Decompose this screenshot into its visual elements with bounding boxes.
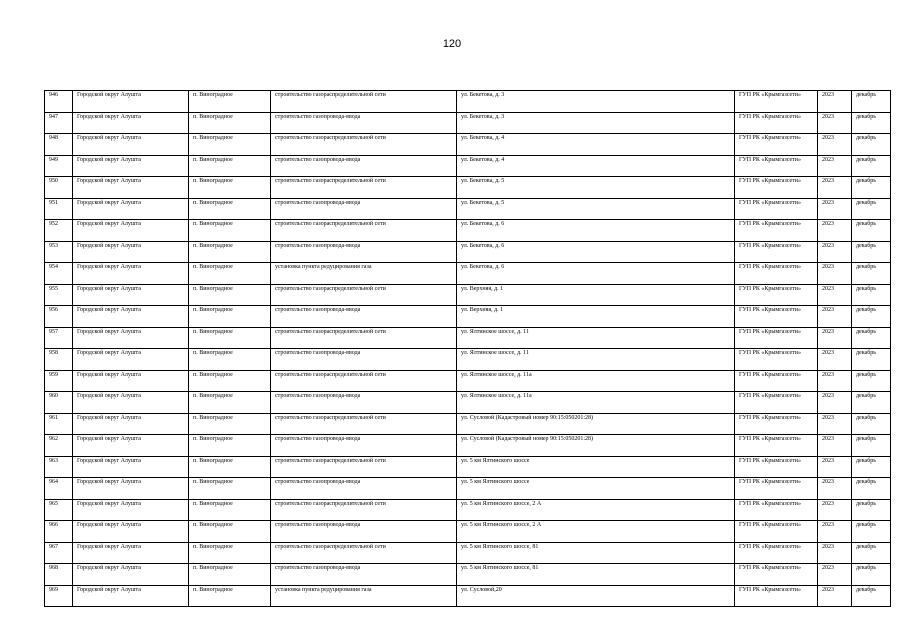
month-cell: декабрь [852, 241, 891, 263]
organization-cell: ГУП РК «Крымгазсети» [735, 435, 818, 457]
settlement-cell: п. Виноградное [189, 521, 271, 543]
year-cell: 2023 [818, 478, 852, 500]
district-cell: Городской округ Алушта [73, 284, 189, 306]
organization-cell: ГУП РК «Крымгазсети» [735, 91, 818, 113]
work-type-cell: строительство газораспределительной сети [271, 456, 457, 478]
district-cell: Городской округ Алушта [73, 413, 189, 435]
settlement-cell: п. Виноградное [189, 306, 271, 328]
organization-cell: ГУП РК «Крымгазсети» [735, 585, 818, 607]
row-number-cell: 962 [45, 435, 73, 457]
district-cell: Городской округ Алушта [73, 542, 189, 564]
table-row [45, 456, 891, 478]
settlement-cell: п. Виноградное [189, 155, 271, 177]
district-cell: Городской округ Алушта [73, 91, 189, 113]
address-cell: ул. Сусловой (Кадастровый номер 90:15:050201:28) [457, 413, 735, 435]
year-cell: 2023 [818, 327, 852, 349]
page-number: 120 [442, 38, 462, 50]
row-number-cell: 968 [45, 564, 73, 586]
month-cell: декабрь [852, 155, 891, 177]
year-cell: 2023 [818, 198, 852, 220]
address-cell: ул. Бекетова, д. 4 [457, 155, 735, 177]
table-row [45, 263, 891, 285]
month-cell: декабрь [852, 435, 891, 457]
work-type-cell: строительство газопровода-ввода [271, 521, 457, 543]
district-cell: Городской округ Алушта [73, 521, 189, 543]
work-type-cell: строительство газораспределительной сети [271, 134, 457, 156]
settlement-cell: п. Виноградное [189, 585, 271, 607]
district-cell: Городской округ Алушта [73, 220, 189, 242]
settlement-cell: п. Виноградное [189, 112, 271, 134]
month-cell: декабрь [852, 263, 891, 285]
month-cell: декабрь [852, 91, 891, 113]
year-cell: 2023 [818, 263, 852, 285]
organization-cell: ГУП РК «Крымгазсети» [735, 392, 818, 414]
year-cell: 2023 [818, 241, 852, 263]
district-cell: Городской округ Алушта [73, 499, 189, 521]
settlement-cell: п. Виноградное [189, 284, 271, 306]
district-cell: Городской округ Алушта [73, 564, 189, 586]
month-cell: декабрь [852, 564, 891, 586]
district-cell: Городской округ Алушта [73, 435, 189, 457]
month-cell: декабрь [852, 134, 891, 156]
work-type-cell: строительство газораспределительной сети [271, 370, 457, 392]
settlement-cell: п. Виноградное [189, 177, 271, 199]
year-cell: 2023 [818, 112, 852, 134]
month-cell: декабрь [852, 327, 891, 349]
work-type-cell: строительство газопровода-ввода [271, 155, 457, 177]
organization-cell: ГУП РК «Крымгазсети» [735, 521, 818, 543]
address-cell: ул. 5 км Ялтинского шоссе [457, 456, 735, 478]
district-cell: Городской округ Алушта [73, 134, 189, 156]
table-row [45, 564, 891, 586]
month-cell: декабрь [852, 284, 891, 306]
address-cell: ул. Ялтинское шоссе, д. 11 [457, 349, 735, 371]
organization-cell: ГУП РК «Крымгазсети» [735, 370, 818, 392]
address-cell: ул. Ялтинское шоссе, д. 11 [457, 327, 735, 349]
table-row [45, 91, 891, 113]
settlement-cell: п. Виноградное [189, 241, 271, 263]
year-cell: 2023 [818, 155, 852, 177]
work-type-cell: строительство газораспределительной сети [271, 499, 457, 521]
district-cell: Городской округ Алушта [73, 263, 189, 285]
row-number-cell: 956 [45, 306, 73, 328]
row-number-cell: 946 [45, 91, 73, 113]
organization-cell: ГУП РК «Крымгазсети» [735, 155, 818, 177]
work-type-cell: строительство газопровода-ввода [271, 564, 457, 586]
table-row [45, 542, 891, 564]
table-row [45, 435, 891, 457]
work-type-cell: строительство газопровода-ввода [271, 392, 457, 414]
table-row [45, 134, 891, 156]
row-number-cell: 948 [45, 134, 73, 156]
month-cell: декабрь [852, 177, 891, 199]
address-cell: ул. Сусловой,20 [457, 585, 735, 607]
organization-cell: ГУП РК «Крымгазсети» [735, 456, 818, 478]
month-cell: декабрь [852, 542, 891, 564]
address-cell: ул. Бекетова, д. 5 [457, 177, 735, 199]
year-cell: 2023 [818, 499, 852, 521]
row-number-cell: 949 [45, 155, 73, 177]
table-row [45, 284, 891, 306]
table-row [45, 370, 891, 392]
table-row [45, 349, 891, 371]
year-cell: 2023 [818, 177, 852, 199]
row-number-cell: 964 [45, 478, 73, 500]
address-cell: ул. Ялтинское шоссе, д. 11а [457, 370, 735, 392]
work-type-cell: строительство газопровода-ввода [271, 198, 457, 220]
month-cell: декабрь [852, 306, 891, 328]
work-type-cell: строительство газораспределительной сети [271, 542, 457, 564]
organization-cell: ГУП РК «Крымгазсети» [735, 198, 818, 220]
table-row [45, 177, 891, 199]
address-cell: ул. Бекетова, д. 6 [457, 241, 735, 263]
district-cell: Городской округ Алушта [73, 327, 189, 349]
organization-cell: ГУП РК «Крымгазсети» [735, 478, 818, 500]
district-cell: Городской округ Алушта [73, 112, 189, 134]
organization-cell: ГУП РК «Крымгазсети» [735, 284, 818, 306]
address-cell: ул. Ялтинское шоссе, д. 11а [457, 392, 735, 414]
year-cell: 2023 [818, 521, 852, 543]
address-cell: ул. 5 км Ялтинского шоссе [457, 478, 735, 500]
table-row [45, 112, 891, 134]
year-cell: 2023 [818, 392, 852, 414]
month-cell: декабрь [852, 413, 891, 435]
organization-cell: ГУП РК «Крымгазсети» [735, 177, 818, 199]
year-cell: 2023 [818, 542, 852, 564]
table-row [45, 478, 891, 500]
month-cell: декабрь [852, 499, 891, 521]
year-cell: 2023 [818, 349, 852, 371]
work-type-cell: строительство газораспределительной сети [271, 327, 457, 349]
year-cell: 2023 [818, 370, 852, 392]
work-type-cell: строительство газопровода-ввода [271, 349, 457, 371]
organization-cell: ГУП РК «Крымгазсети» [735, 306, 818, 328]
year-cell: 2023 [818, 284, 852, 306]
district-cell: Городской округ Алушта [73, 155, 189, 177]
work-type-cell: строительство газопровода-ввода [271, 478, 457, 500]
work-type-cell: строительство газопровода-ввода [271, 306, 457, 328]
month-cell: декабрь [852, 521, 891, 543]
row-number-cell: 951 [45, 198, 73, 220]
settlement-cell: п. Виноградное [189, 413, 271, 435]
work-type-cell: строительство газораспределительной сети [271, 413, 457, 435]
district-cell: Городской округ Алушта [73, 392, 189, 414]
address-cell: ул. Бекетова, д. 3 [457, 112, 735, 134]
organization-cell: ГУП РК «Крымгазсети» [735, 112, 818, 134]
month-cell: декабрь [852, 349, 891, 371]
work-type-cell: установка пункта редуцирования газа [271, 585, 457, 607]
organization-cell: ГУП РК «Крымгазсети» [735, 564, 818, 586]
row-number-cell: 966 [45, 521, 73, 543]
district-cell: Городской округ Алушта [73, 177, 189, 199]
data-table [44, 90, 891, 607]
district-cell: Городской округ Алушта [73, 370, 189, 392]
row-number-cell: 950 [45, 177, 73, 199]
work-type-cell: строительство газораспределительной сети [271, 177, 457, 199]
table-row [45, 220, 891, 242]
address-cell: ул. Бекетова, д. 4 [457, 134, 735, 156]
address-cell: ул. 5 км Ялтинского шоссе, 2 А [457, 499, 735, 521]
month-cell: декабрь [852, 478, 891, 500]
district-cell: Городской округ Алушта [73, 198, 189, 220]
organization-cell: ГУП РК «Крымгазсети» [735, 349, 818, 371]
row-number-cell: 965 [45, 499, 73, 521]
work-type-cell: строительство газопровода-ввода [271, 112, 457, 134]
table-row [45, 413, 891, 435]
row-number-cell: 957 [45, 327, 73, 349]
settlement-cell: п. Виноградное [189, 134, 271, 156]
settlement-cell: п. Виноградное [189, 198, 271, 220]
address-cell: ул. Верхняя, д. 1 [457, 306, 735, 328]
work-type-cell: строительство газораспределительной сети [271, 91, 457, 113]
district-cell: Городской округ Алушта [73, 585, 189, 607]
settlement-cell: п. Виноградное [189, 499, 271, 521]
settlement-cell: п. Виноградное [189, 327, 271, 349]
settlement-cell: п. Виноградное [189, 542, 271, 564]
organization-cell: ГУП РК «Крымгазсети» [735, 499, 818, 521]
address-cell: ул. 5 км Ялтинского шоссе, 81 [457, 564, 735, 586]
district-cell: Городской округ Алушта [73, 306, 189, 328]
work-type-cell: строительство газораспределительной сети [271, 220, 457, 242]
row-number-cell: 954 [45, 263, 73, 285]
district-cell: Городской округ Алушта [73, 456, 189, 478]
row-number-cell: 953 [45, 241, 73, 263]
address-cell: ул. Бекетова, д. 6 [457, 263, 735, 285]
organization-cell: ГУП РК «Крымгазсети» [735, 542, 818, 564]
table-row [45, 521, 891, 543]
settlement-cell: п. Виноградное [189, 456, 271, 478]
row-number-cell: 961 [45, 413, 73, 435]
organization-cell: ГУП РК «Крымгазсети» [735, 263, 818, 285]
table-body [45, 91, 891, 607]
row-number-cell: 963 [45, 456, 73, 478]
table-row [45, 306, 891, 328]
year-cell: 2023 [818, 220, 852, 242]
settlement-cell: п. Виноградное [189, 220, 271, 242]
table-row [45, 392, 891, 414]
settlement-cell: п. Виноградное [189, 392, 271, 414]
month-cell: декабрь [852, 392, 891, 414]
address-cell: ул. Верхняя, д. 1 [457, 284, 735, 306]
address-cell: ул. Сусловой (Кадастровый номер 90:15:050201:28) [457, 435, 735, 457]
year-cell: 2023 [818, 134, 852, 156]
row-number-cell: 960 [45, 392, 73, 414]
month-cell: декабрь [852, 370, 891, 392]
organization-cell: ГУП РК «Крымгазсети» [735, 327, 818, 349]
address-cell: ул. 5 км Ялтинского шоссе, 81 [457, 542, 735, 564]
settlement-cell: п. Виноградное [189, 564, 271, 586]
row-number-cell: 967 [45, 542, 73, 564]
address-cell: ул. Бекетова, д. 3 [457, 91, 735, 113]
organization-cell: ГУП РК «Крымгазсети» [735, 241, 818, 263]
settlement-cell: п. Виноградное [189, 370, 271, 392]
year-cell: 2023 [818, 306, 852, 328]
work-type-cell: строительство газопровода-ввода [271, 435, 457, 457]
row-number-cell: 959 [45, 370, 73, 392]
table-row [45, 198, 891, 220]
year-cell: 2023 [818, 585, 852, 607]
row-number-cell: 952 [45, 220, 73, 242]
row-number-cell: 947 [45, 112, 73, 134]
year-cell: 2023 [818, 564, 852, 586]
year-cell: 2023 [818, 91, 852, 113]
organization-cell: ГУП РК «Крымгазсети» [735, 134, 818, 156]
row-number-cell: 955 [45, 284, 73, 306]
district-cell: Городской округ Алушта [73, 241, 189, 263]
year-cell: 2023 [818, 456, 852, 478]
work-type-cell: строительство газопровода-ввода [271, 241, 457, 263]
month-cell: декабрь [852, 112, 891, 134]
settlement-cell: п. Виноградное [189, 349, 271, 371]
row-number-cell: 969 [45, 585, 73, 607]
month-cell: декабрь [852, 585, 891, 607]
table-row [45, 155, 891, 177]
year-cell: 2023 [818, 413, 852, 435]
settlement-cell: п. Виноградное [189, 91, 271, 113]
address-cell: ул. 5 км Ялтинского шоссе, 2 А [457, 521, 735, 543]
district-cell: Городской округ Алушта [73, 349, 189, 371]
organization-cell: ГУП РК «Крымгазсети» [735, 220, 818, 242]
table-row [45, 327, 891, 349]
year-cell: 2023 [818, 435, 852, 457]
work-type-cell: установка пункта редуцирования газа [271, 263, 457, 285]
organization-cell: ГУП РК «Крымгазсети» [735, 413, 818, 435]
month-cell: декабрь [852, 198, 891, 220]
address-cell: ул. Бекетова, д. 6 [457, 220, 735, 242]
district-cell: Городской округ Алушта [73, 478, 189, 500]
table-row [45, 241, 891, 263]
row-number-cell: 958 [45, 349, 73, 371]
address-cell: ул. Бекетова, д. 5 [457, 198, 735, 220]
table-row [45, 499, 891, 521]
work-type-cell: строительство газораспределительной сети [271, 284, 457, 306]
table-row [45, 585, 891, 607]
month-cell: декабрь [852, 456, 891, 478]
month-cell: декабрь [852, 220, 891, 242]
settlement-cell: п. Виноградное [189, 263, 271, 285]
settlement-cell: п. Виноградное [189, 478, 271, 500]
settlement-cell: п. Виноградное [189, 435, 271, 457]
